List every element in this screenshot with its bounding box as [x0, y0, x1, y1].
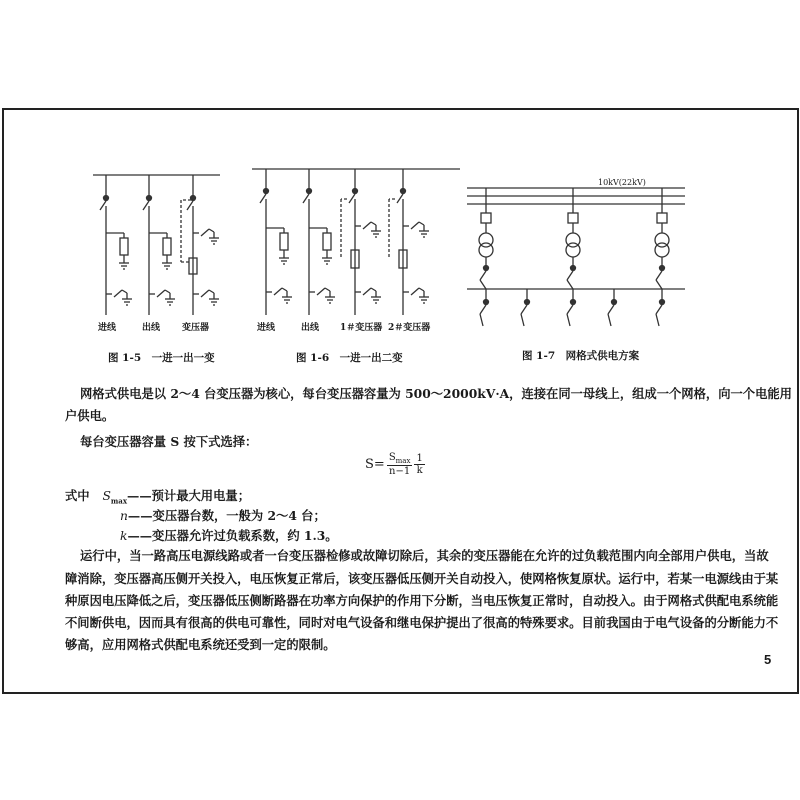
transformer-winding-icon — [655, 243, 669, 257]
paragraph-2: 每台变压器容量 S 按下式选择： — [80, 434, 258, 449]
def-text: ——预计最大用电量； — [127, 488, 250, 503]
earth-switch-icon — [411, 222, 419, 229]
def-text: ——变压器允许过负载系数，约 1.3。 — [127, 528, 338, 543]
formula-fraction-2 — [414, 453, 424, 476]
switch-blade-icon — [100, 201, 106, 210]
contact-icon — [264, 189, 269, 194]
def-symbol: k — [120, 529, 128, 543]
earth-switch-icon — [209, 229, 214, 232]
contact-icon — [660, 266, 665, 271]
fig5-label-incoming: 进线 — [98, 323, 117, 333]
contact-icon — [571, 266, 576, 271]
fig5-caption: 图 1-5 一进一出一变 — [108, 352, 215, 364]
feeder-line — [567, 280, 573, 289]
outgoing-line — [567, 314, 570, 326]
breaker-icon — [481, 213, 491, 223]
outgoing-line — [656, 314, 659, 326]
paragraph-1-line-1: 网格式供电是以 2～4 台变压器为核心，每台变压器容量为 500～2000kV·A，连接在同一母线上，组成一个网格，向一个电能用 — [80, 386, 792, 401]
paragraph-3-line-2: 障消除，变压器高压侧开关投入，电压恢复正常后，该变压器低压侧开关自动投入，使网格恢复原状。运行中，若某一电源线由于某 — [65, 571, 779, 586]
contact-icon — [660, 300, 665, 305]
where-line-1 — [65, 486, 250, 505]
transformer-winding-icon — [479, 243, 493, 257]
switch-blade-icon — [480, 271, 486, 280]
contact-icon — [484, 266, 489, 271]
outgoing-line — [480, 314, 483, 326]
earth-switch-icon — [363, 222, 371, 229]
switch-blade-icon — [349, 194, 355, 203]
switch-blade-icon — [567, 271, 573, 280]
earth-switch-icon — [209, 290, 214, 293]
formula-denominator-2: k — [416, 465, 423, 476]
paragraph-3-line-1: 运行中，当一路高压电源线路或者一台变压器检修或故障切除后，其余的变压器能在允许的过负载范围内向全部用户供电，当故 — [80, 548, 769, 563]
contact-icon — [525, 300, 530, 305]
where-label: 式中 — [65, 488, 90, 503]
fuse-icon — [120, 238, 128, 255]
formula-fraction-1 — [387, 452, 413, 477]
fig7-bus-label: 10kV(22kV) — [598, 178, 646, 187]
feeder-line — [656, 280, 662, 289]
paragraph-3-line-5: 够高，应用网格式供配电系统还受到一定的限制。 — [65, 637, 336, 652]
where-line-2 — [120, 506, 326, 524]
switch-blade-icon — [187, 201, 193, 210]
fig6-label-incoming: 进线 — [257, 323, 276, 333]
fig6-caption: 图 1-6 一进一出二变 — [296, 352, 403, 364]
where-line-3 — [120, 526, 338, 544]
earth-switch-icon — [282, 288, 287, 291]
contact-icon — [612, 300, 617, 305]
fig7-caption: 图 1-7 网格式供电方案 — [522, 350, 640, 362]
switch-blade-icon — [567, 305, 573, 314]
contact-icon — [484, 300, 489, 305]
switch-blade-icon — [656, 305, 662, 314]
paragraph-3-line-4: 不间断供电，因而具有很高的供电可靠性，同时对电气设备和继电保护提出了很高的特殊要求。目前我国由于电气设备的分断能力不 — [65, 615, 779, 630]
fig5-label-outgoing: 出线 — [142, 323, 161, 333]
switch-blade-icon — [397, 194, 403, 203]
breaker-icon — [657, 213, 667, 223]
earth-switch-icon — [419, 222, 424, 225]
contact-icon — [104, 196, 109, 201]
def-symbol: n — [120, 509, 128, 523]
outgoing-line — [608, 314, 611, 326]
page-number: 5 — [764, 652, 772, 667]
contact-icon — [191, 196, 196, 201]
switch-blade-icon — [260, 194, 266, 203]
fig6-label-transformer-2: 2＃变压器 — [388, 323, 431, 333]
switch-blade-icon — [656, 271, 662, 280]
breaker-icon — [568, 213, 578, 223]
switch-blade-icon — [521, 305, 527, 314]
def-text: ——变压器台数，一般为 2～4 台； — [127, 508, 326, 523]
transformer-winding-icon — [566, 243, 580, 257]
formula-numerator-sub: max — [395, 457, 411, 465]
contact-icon — [147, 196, 152, 201]
outgoing-line — [521, 314, 524, 326]
formula-lhs: S= — [365, 457, 385, 472]
paragraph-3-line-3: 种原因电压降低之后，变压器低压侧断路器在功率方向保护的作用下分断，当电压恢复正常时，自动投入。由于网格式供配电系统能 — [65, 593, 779, 608]
fuse-icon — [163, 238, 171, 255]
fig6-label-transformer-1: 1＃变压器 — [340, 323, 383, 333]
earth-switch-icon — [201, 290, 209, 297]
earth-switch-icon — [411, 288, 419, 295]
feeder-line — [480, 280, 486, 289]
def-symbol-sub: max — [110, 496, 128, 506]
contact-icon — [571, 300, 576, 305]
earth-switch-icon — [325, 288, 330, 291]
switch-blade-icon — [303, 194, 309, 203]
fig6-label-outgoing: 出线 — [301, 323, 320, 333]
earth-switch-icon — [371, 222, 376, 225]
fig5-label-transformer: 变压器 — [182, 323, 210, 333]
switch-blade-icon — [143, 201, 149, 210]
switch-blade-icon — [608, 305, 614, 314]
formula-denominator: n−1 — [389, 466, 411, 477]
switch-blade-icon — [480, 305, 486, 314]
contact-icon — [401, 189, 406, 194]
earth-switch-icon — [201, 229, 209, 236]
fuse-icon — [280, 233, 288, 250]
earth-switch-icon — [363, 288, 371, 295]
contact-icon — [307, 189, 312, 194]
paragraph-1-line-2: 户供电。 — [65, 408, 115, 423]
earth-switch-icon — [371, 288, 376, 291]
formula-numerator: S — [388, 452, 396, 463]
capacity-formula — [365, 452, 425, 477]
earth-switch-icon — [157, 290, 165, 297]
earth-switch-icon — [114, 290, 122, 297]
contact-icon — [353, 189, 358, 194]
earth-switch-icon — [165, 290, 170, 293]
earth-switch-icon — [317, 288, 325, 295]
formula-numerator-2: 1 — [416, 453, 423, 464]
earth-switch-icon — [274, 288, 282, 295]
earth-switch-icon — [122, 290, 127, 293]
earth-switch-icon — [419, 288, 424, 291]
def-symbol: S — [102, 489, 111, 503]
fuse-icon — [323, 233, 331, 250]
